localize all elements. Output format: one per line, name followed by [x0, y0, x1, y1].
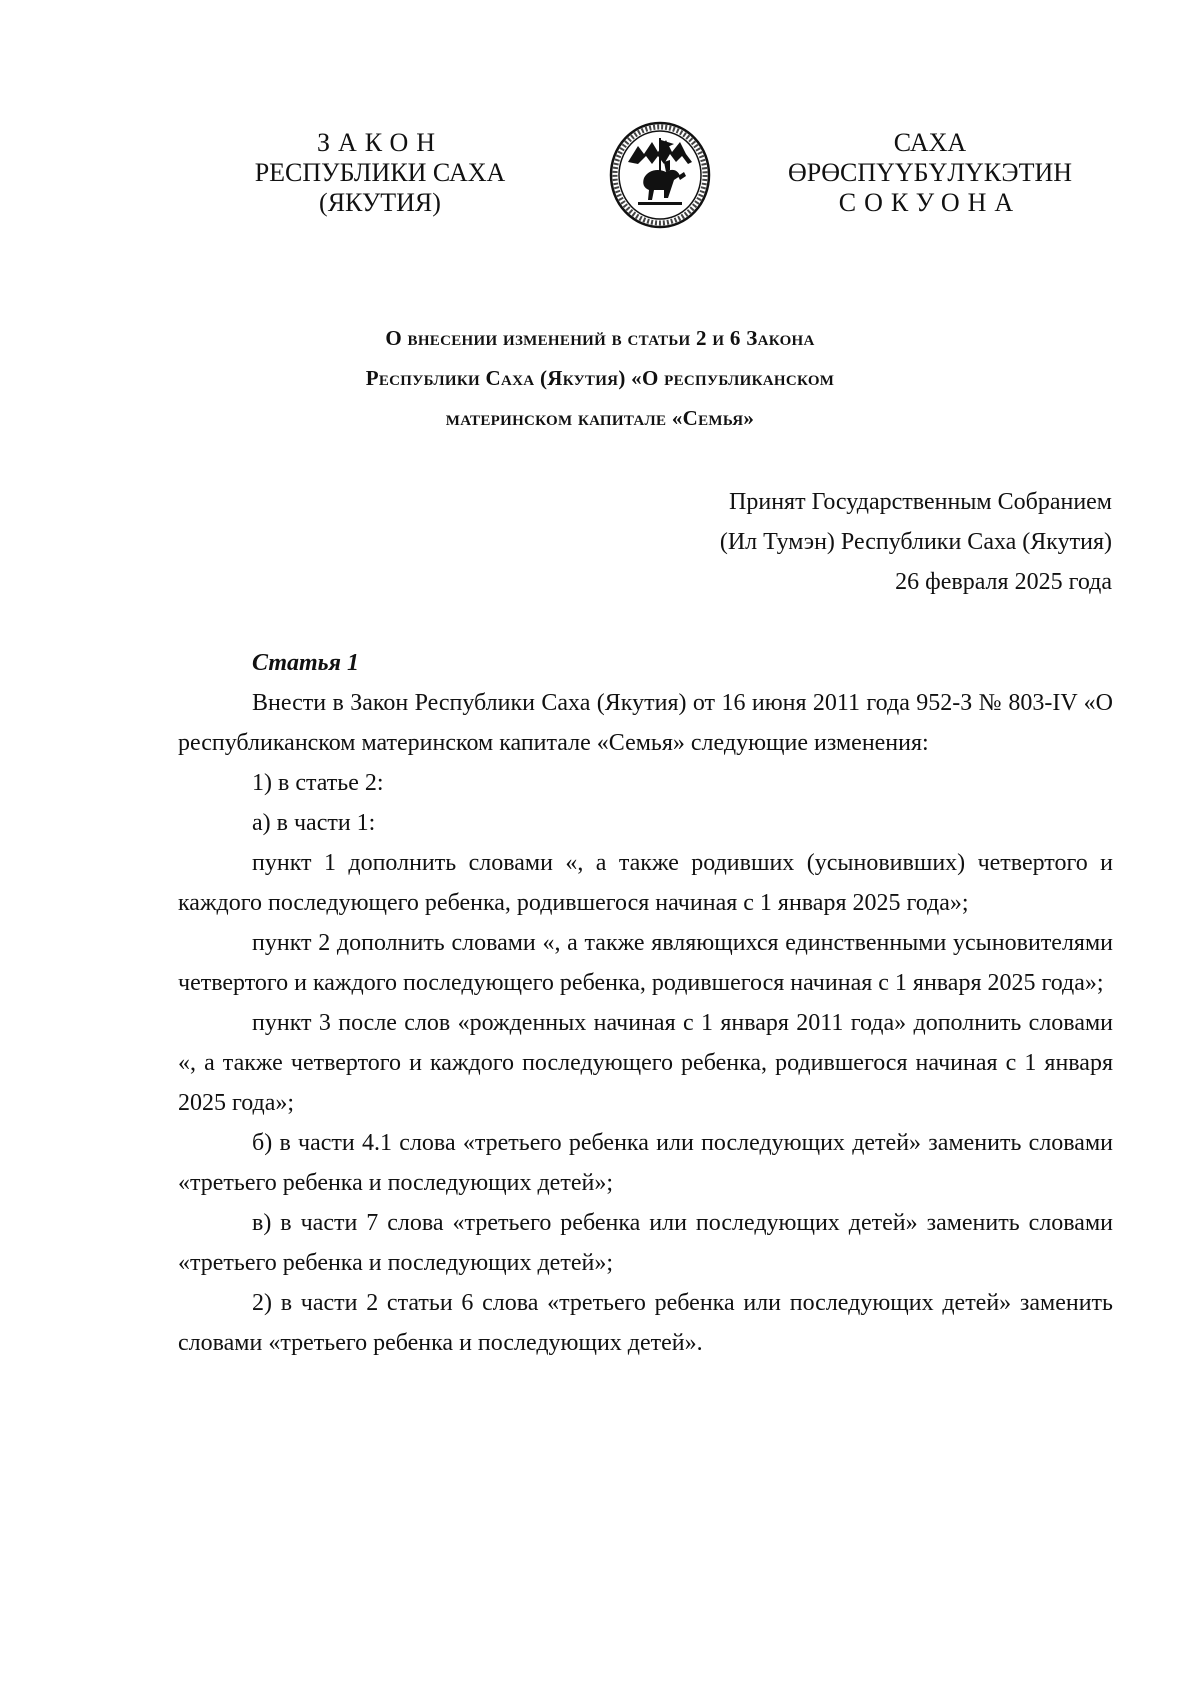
coat-of-arms-emblem [608, 120, 712, 230]
law-header-russian [200, 128, 560, 218]
article-paragraph: пункт 1 дополнить словами «, а также родивших (усыновивших) четвертого и каждого последующего ребенка, родившегося начиная с 1 января 2025 года»; [178, 850, 1113, 916]
law-word-yakut: СОКУОНА [838, 188, 1022, 217]
law-title-line: Республики Саха (Якутия) «О республиканском [365, 366, 835, 390]
law-title-line: О внесении изменений в статьи 2 и 6 Закона [385, 326, 815, 350]
adoption-note [592, 482, 1112, 602]
law-header-yakut [760, 128, 1100, 218]
article-paragraph: пункт 3 после слов «рожденных начиная с 1 января 2011 года» дополнить словами «, а также четвертого и каждого последующего ребенка, родившегося начиная с 1 января 2025 года»; [178, 1010, 1113, 1116]
adoption-line: Принят Государственным Собранием [729, 489, 1112, 515]
adoption-line: (Ил Тумэн) Республики Саха (Якутия) [719, 529, 1112, 555]
republic-name: РЕСПУБЛИКИ САХА (ЯКУТИЯ) [254, 158, 506, 217]
law-title [160, 318, 1040, 438]
law-word: ЗАКОН [316, 128, 444, 157]
law-title-line: материнском капитале «Семья» [445, 406, 755, 430]
article-heading: Статья 1 [252, 650, 360, 676]
adoption-date: 26 февраля 2025 года [895, 569, 1112, 595]
article-paragraph: б) в части 4.1 слова «третьего ребенка или последующих детей» заменить словами «третьего ребенка и последующих детей»; [178, 1130, 1113, 1196]
article-paragraph: в) в части 7 слова «третьего ребенка или последующих детей» заменить словами «третьего ребенка и последующих детей»; [178, 1210, 1113, 1276]
article-body [178, 643, 1113, 1363]
article-paragraph: 2) в части 2 статьи 6 слова «третьего ребенка или последующих детей» заменить словами «третьего ребенка и последующих детей». [178, 1290, 1113, 1356]
article-paragraph: а) в части 1: [252, 810, 376, 836]
republic-name-yakut: САХА ӨРӨСПҮҮБҮЛҮКЭТИН [787, 128, 1073, 187]
article-paragraph: Внести в Закон Республики Саха (Якутия) от 16 июня 2011 года 952-З № 803-IV «О республиканском материнском капитале «Семья» следующие изменения: [178, 690, 1113, 756]
article-paragraph: пункт 2 дополнить словами «, а также являющихся единственными усыновителями четвертого и каждого последующего ребенка, родившегося начиная с 1 января 2025 года»; [178, 930, 1113, 996]
article-paragraph: 1) в статье 2: [252, 770, 384, 796]
